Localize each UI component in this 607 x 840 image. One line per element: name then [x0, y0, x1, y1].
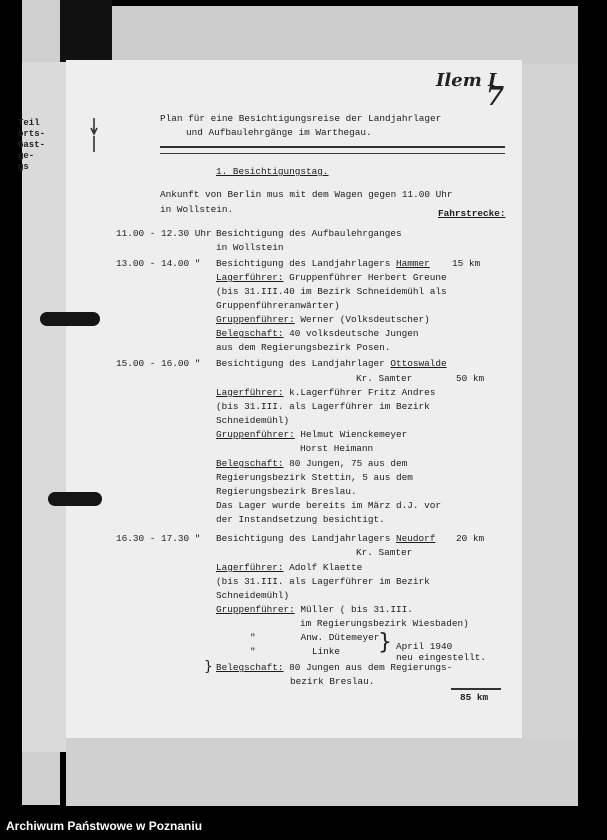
- entry-3-line-4: (bis 31.III. als Lagerführer im Bezirk: [216, 401, 430, 412]
- entry-2-crew: Belegschaft: 40 volksdeutsche Jungen: [216, 328, 419, 339]
- entry-3-line-12: der Instandsetzung besichtigt.: [216, 514, 385, 525]
- entry-4-line-1: Besichtigung des Landjahrlagers Neudorf: [216, 533, 436, 544]
- entry-4-line-4: (bis 31.III. als Lagerführer im Bezirk: [216, 576, 430, 587]
- entry-3-line-10: Regierungsbezirk Breslau.: [216, 486, 357, 497]
- entry-3-line-5: Schneidemühl): [216, 415, 290, 426]
- entry-3-km: 50 km: [456, 373, 485, 384]
- entry-2-line-4: Gruppenführeranwärter): [216, 300, 340, 311]
- entry-4-crew: Belegschaft: 80 Jungen aus dem Regierungs-: [216, 662, 453, 673]
- entry-3-line-7: Horst Heimann: [300, 443, 374, 454]
- entry-2-km: 15 km: [452, 258, 481, 269]
- entry-2-line-3: (bis 31.III.40 im Bezirk Schneidemühl als: [216, 286, 447, 297]
- intro-line-1: Ankunft von Berlin mus mit dem Wagen gegen 11.00 Uhr: [160, 189, 453, 200]
- entry-4-line-5: Schneidemühl): [216, 590, 290, 601]
- route-label: Fahrstrecke:: [438, 208, 506, 219]
- heading-line-2: und Aufbaulehrgänge im Warthegau.: [186, 127, 372, 138]
- brace-mark-crew: }: [204, 659, 213, 675]
- entry-4-note-1: April 1940: [396, 641, 453, 652]
- entry-3-place: Ottoswalde: [390, 358, 447, 369]
- entry-4-km: 20 km: [456, 533, 485, 544]
- day-heading: 1. Besichtigungstag.: [216, 166, 329, 177]
- archive-footer: [0, 810, 607, 840]
- entry-3-line-9: Regierungsbezirk Stettin, 5 aus dem: [216, 472, 413, 483]
- entry-4-group: Gruppenführer: Müller ( bis 31.III.: [216, 604, 413, 615]
- entry-3-crew: Belegschaft: 80 Jungen, 75 aus dem: [216, 458, 408, 469]
- entry-1-line-1: Besichtigung des Aufbaulehrganges: [216, 228, 402, 239]
- back-sheet-top: [112, 6, 578, 64]
- handwritten-page-number: 7: [486, 82, 505, 112]
- entry-4-place: Neudorf: [396, 533, 436, 544]
- heading-double-rule: [160, 146, 505, 154]
- entry-2-line-7: aus dem Regierungsbezirk Posen.: [216, 342, 391, 353]
- entry-4-leader: Lagerführer: Adolf Klaette: [216, 562, 363, 573]
- binder-clip-top: [40, 312, 100, 326]
- entry-1-line-2: in Wollstein: [216, 242, 284, 253]
- heading-line-1: Plan für eine Besichtigungsreise der Landjahrlager: [160, 113, 442, 124]
- entry-4-line-11: bezirk Breslau.: [290, 676, 375, 687]
- entry-2-time: 13.00 - 14.00 ": [116, 258, 201, 269]
- pencil-mark: [90, 118, 98, 154]
- margin-notes: [18, 118, 45, 173]
- entry-2-group: Gruppenführer: Werner (Volksdeutscher): [216, 314, 430, 325]
- entry-3-line-11: Das Lager wurde bereits im März d.J. vor: [216, 500, 442, 511]
- entry-4-time: 16.30 - 17.30 ": [116, 533, 201, 544]
- entry-4-line-8: " Anw. Dütemeyer: [250, 632, 380, 643]
- entry-4-line-2: Kr. Samter: [356, 547, 413, 558]
- total-km: 85 km: [460, 692, 489, 703]
- handwritten-signature: Ilem I: [436, 70, 497, 91]
- archive-name: Archiwum Państwowe w Poznaniu: [6, 819, 203, 833]
- entry-4-note-2: neu eingestellt.: [396, 652, 487, 663]
- entry-3-line-1: Besichtigung des Landjahrlager Ottoswalde: [216, 358, 447, 369]
- binder-clip-bottom: [48, 492, 102, 506]
- margin-note: Gast-: [18, 140, 46, 150]
- entry-4-line-7: im Regierungsbezirk Wiesbaden): [300, 618, 469, 629]
- entry-1-time: 11.00 - 12.30 Uhr: [116, 228, 212, 239]
- intro-line-2: in Wollstein.: [160, 204, 234, 215]
- margin-note: orts-: [18, 129, 46, 139]
- entry-4-line-9: " Linke: [250, 646, 341, 657]
- entry-2-leader: Lagerführer: Gruppenführer Herbert Greune: [216, 272, 447, 283]
- binding-shadow: [60, 0, 112, 64]
- brace-mark: }: [378, 630, 392, 655]
- entry-3-leader: Lagerführer: k.Lagerführer Fritz Andres: [216, 387, 436, 398]
- lower-sheet-edge: [66, 738, 578, 806]
- total-rule: [451, 688, 501, 690]
- margin-note: gs: [18, 162, 29, 172]
- entry-2-place: Hammer: [396, 258, 430, 269]
- entry-3-group: Gruppenführer: Helmut Wienckemeyer: [216, 429, 408, 440]
- entry-3-line-2: Kr. Samter: [356, 373, 413, 384]
- entry-3-time: 15.00 - 16.00 ": [116, 358, 201, 369]
- margin-note: ge-: [18, 151, 35, 161]
- entry-2-line-1: Besichtigung des Landjahrlagers Hammer: [216, 258, 430, 269]
- margin-note: Teil: [18, 118, 40, 128]
